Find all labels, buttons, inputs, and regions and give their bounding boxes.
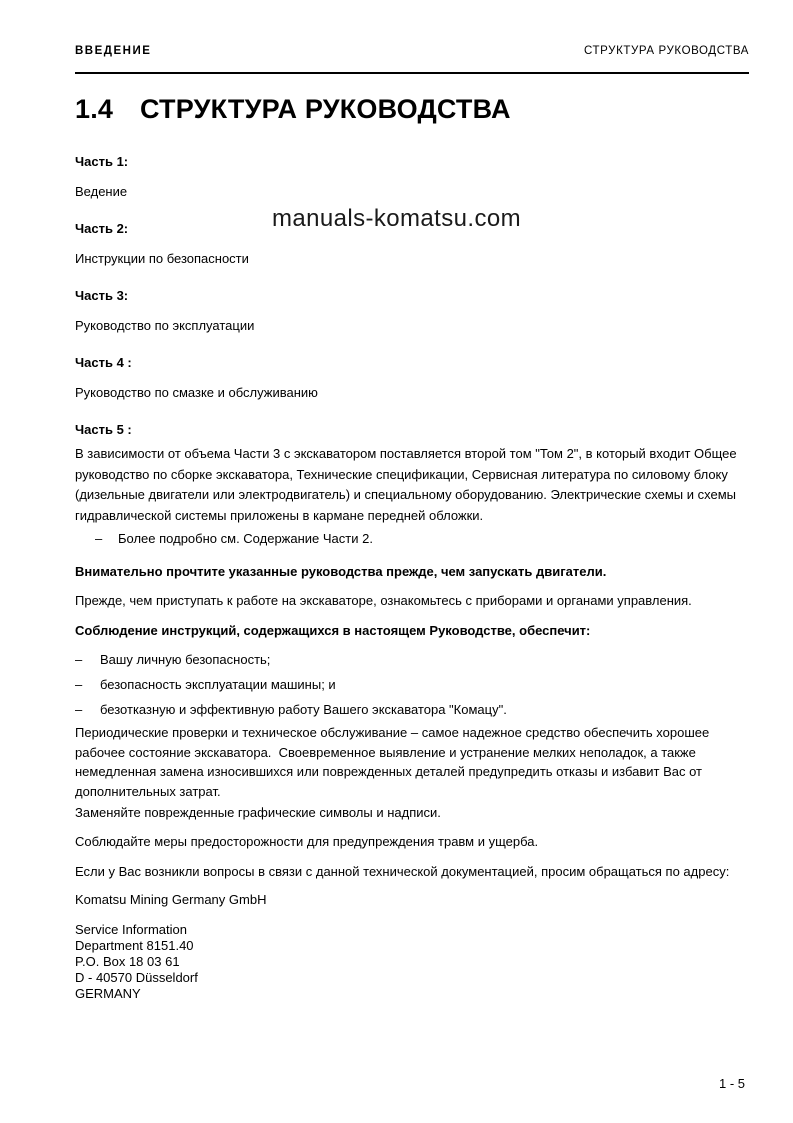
dash-bullet: –: [95, 531, 103, 546]
address-block: [75, 922, 749, 1002]
benefit-text: безопасность эксплуатации машины; и: [100, 677, 336, 692]
running-header-left: ВВЕДЕНИЕ: [75, 45, 152, 57]
section-heading: [75, 95, 749, 123]
paragraph-precautions: Соблюдайте меры предосторожности для предупреждения травм и ущерба.: [75, 834, 539, 849]
section-title: СТРУКТУРА РУКОВОДСТВА: [140, 94, 511, 124]
watermark: manuals-komatsu.com: [271, 205, 522, 232]
part-4: [75, 354, 749, 401]
part-label: Часть 1:: [75, 154, 129, 169]
benefits-list: [75, 651, 749, 718]
running-header-right: СТРУКТУРА РУКОВОДСТВА: [584, 45, 749, 57]
part-label: Часть 4 :: [75, 355, 132, 370]
benefit-text: Вашу личную безопасность;: [100, 652, 271, 667]
address-line: P.O. Box 18 03 61: [75, 954, 180, 969]
benefit-item: [75, 701, 749, 718]
company-name: Komatsu Mining Germany GmbH: [75, 892, 267, 907]
part-label: Часть 2:: [75, 221, 129, 236]
section-number: 1.4: [75, 94, 114, 124]
warning-follow-instructions: Соблюдение инструкций, содержащихся в настоящем Руководстве, обеспечит:: [75, 623, 591, 638]
address-line: D - 40570 Düsseldorf: [75, 970, 198, 985]
part-5: [75, 421, 749, 547]
benefit-text: безотказную и эффективную работу Вашего экскаватора "Комацу".: [100, 702, 507, 717]
address-line: GERMANY: [75, 986, 141, 1001]
part-3: [75, 287, 749, 334]
part-label: Часть 3:: [75, 288, 129, 303]
part-text: Инструкции по безопасности: [75, 251, 249, 266]
dash-bullet: –: [75, 702, 83, 717]
address-line: Department 8151.40: [75, 938, 194, 953]
part-text: Руководство по смазке и обслуживанию: [75, 385, 318, 400]
note-text: Более подробно см. Содержание Части 2.: [118, 531, 373, 546]
paragraph-familiarize: Прежде, чем приступать к работе на экскаваторе, ознакомьтесь с приборами и органами управления.: [75, 593, 692, 608]
part-text: Ведение: [75, 184, 128, 199]
part-1: [75, 153, 749, 200]
page-number: 1 - 5: [718, 1076, 745, 1091]
part-text: Руководство по эксплуатации: [75, 318, 255, 333]
address-line: Service Information: [75, 922, 187, 937]
benefit-item: [75, 651, 749, 668]
paragraph-maintenance: Периодические проверки и техническое обслуживание – самое надежное средство обеспечить хорошее рабочее состояние экскаватора. Своевременное выявление и устранение мелких неполадок, а также немедленная замена износившихся или поврежденных деталей предупредить отказы и избавит Вас от дополнительных затрат.: [75, 725, 713, 799]
paragraph-contact: Если у Вас возникли вопросы в связи с данной технической документацией, просим обращаться по адресу:: [75, 864, 730, 879]
part5-paragraph: В зависимости от объема Части 3 с экскаватором поставляется второй том "Том 2", в который входит Общее руководство по сборке экскаватора, Технические спецификации, Сервисная литература по силовому блоку (дизельные двигатели или электродвигатель) и специальному оборудованию. Электрические схемы и схемы гидравлической системы приложены в кармане передней обложки.: [75, 446, 741, 523]
dash-bullet: –: [75, 677, 83, 692]
benefit-item: [75, 676, 749, 693]
running-header: [75, 44, 749, 58]
part-label: Часть 5 :: [75, 422, 132, 437]
warning-read-manuals: Внимательно прочтите указанные руководства прежде, чем запускать двигатели.: [75, 564, 607, 579]
part5-note: [75, 530, 749, 547]
paragraph-symbols: Заменяйте поврежденные графические символы и надписи.: [75, 805, 441, 820]
dash-bullet: –: [75, 652, 83, 667]
header-rule: [75, 72, 749, 74]
